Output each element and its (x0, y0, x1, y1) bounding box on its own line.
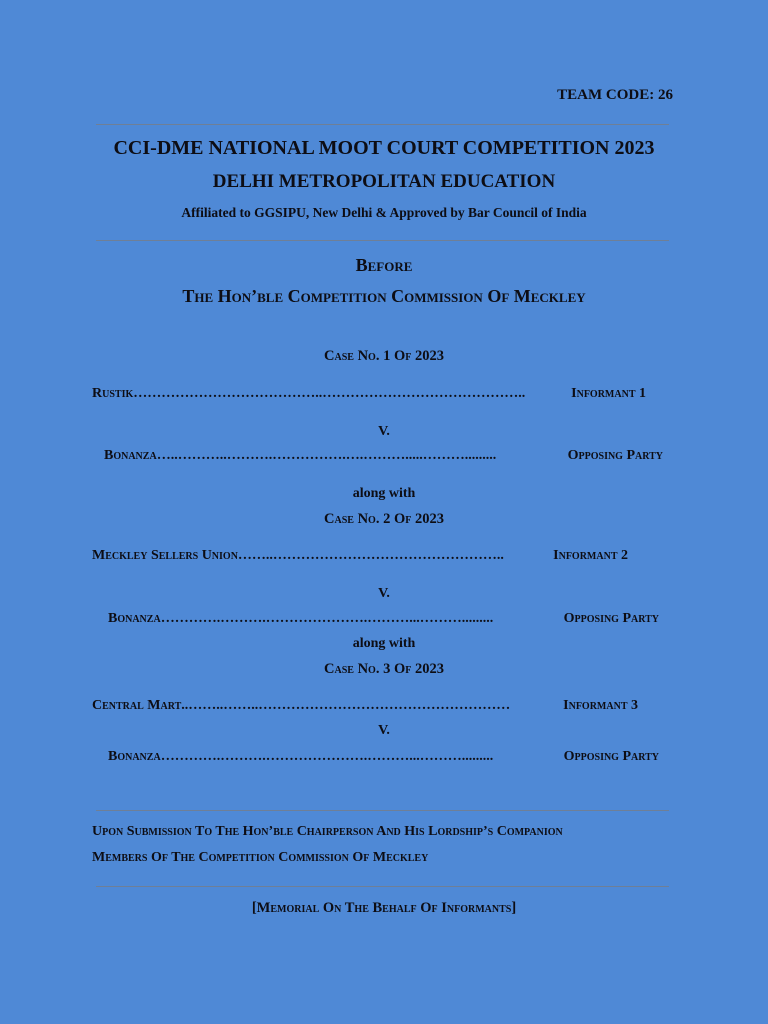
party-name: Bonanza (108, 749, 161, 764)
party-role: Opposing Party (563, 749, 659, 764)
leader-dots: ..……..……..……………………………………………… (181, 698, 511, 713)
submission-line-1: Upon Submission To The Hon’ble Chairperson And His Lordship’s Companion (92, 824, 563, 839)
along-with-1: along with (352, 486, 416, 501)
case-1-versus: V. (378, 424, 390, 439)
memorial-label: [Memorial On The Behalf Of Informants] (251, 900, 517, 916)
top-divider (96, 124, 669, 125)
header-divider (96, 240, 669, 241)
party-name: Meckley Sellers Union (92, 548, 238, 563)
party-role: Informant 2 (553, 548, 628, 563)
party-role: Informant 3 (563, 698, 638, 713)
case-2-versus: V. (378, 586, 390, 601)
party-name: Bonanza (108, 611, 161, 626)
case-3-opponent-row (108, 749, 659, 765)
leader-dots: ………….……….………………….………...………......... (160, 611, 494, 626)
case-2-opponent-row (108, 611, 659, 627)
case-2-informant-row (92, 548, 628, 564)
case-1-opponent-row (104, 448, 663, 464)
leader-dots: ……..………………………………………….. (237, 548, 504, 563)
case-2-title: Case No. 2 Of 2023 (324, 511, 444, 527)
case-3-title: Case No. 3 Of 2023 (324, 661, 444, 677)
case-1-informant-row (92, 386, 646, 402)
case-3-informant-row (92, 698, 638, 714)
leader-dots: ………….……….………………….………...………......... (160, 749, 494, 764)
before-heading: Before (355, 255, 413, 275)
party-role: Opposing Party (567, 448, 663, 463)
commission-heading: The Hon’ble Competition Commission Of Meckley (182, 286, 586, 306)
submission-divider-bottom (96, 886, 669, 887)
competition-title: CCI-DME NATIONAL MOOT COURT COMPETITION 2023 (113, 137, 655, 159)
leader-dots: …………………………………..…………………………………….. (133, 386, 526, 401)
party-name: Bonanza (104, 448, 157, 463)
affiliation-text: Affiliated to GGSIPU, New Delhi & Approved by Bar Council of India (181, 205, 587, 220)
submission-line-2: Members Of The Competition Commission Of Meckley (92, 850, 429, 865)
along-with-2: along with (352, 636, 416, 651)
team-code: TEAM CODE: 26 (557, 87, 673, 103)
case-3-versus: V. (378, 723, 390, 738)
party-role: Informant 1 (571, 386, 646, 401)
institution-name: DELHI METROPOLITAN EDUCATION (212, 171, 556, 192)
submission-divider-top (96, 810, 669, 811)
leader-dots: …..………..……….…………….….……….....………......... (156, 448, 497, 463)
case-1-title: Case No. 1 Of 2023 (324, 348, 444, 364)
party-name: Central Mart (92, 698, 182, 713)
party-role: Opposing Party (563, 611, 659, 626)
party-name: Rustik (92, 386, 134, 401)
